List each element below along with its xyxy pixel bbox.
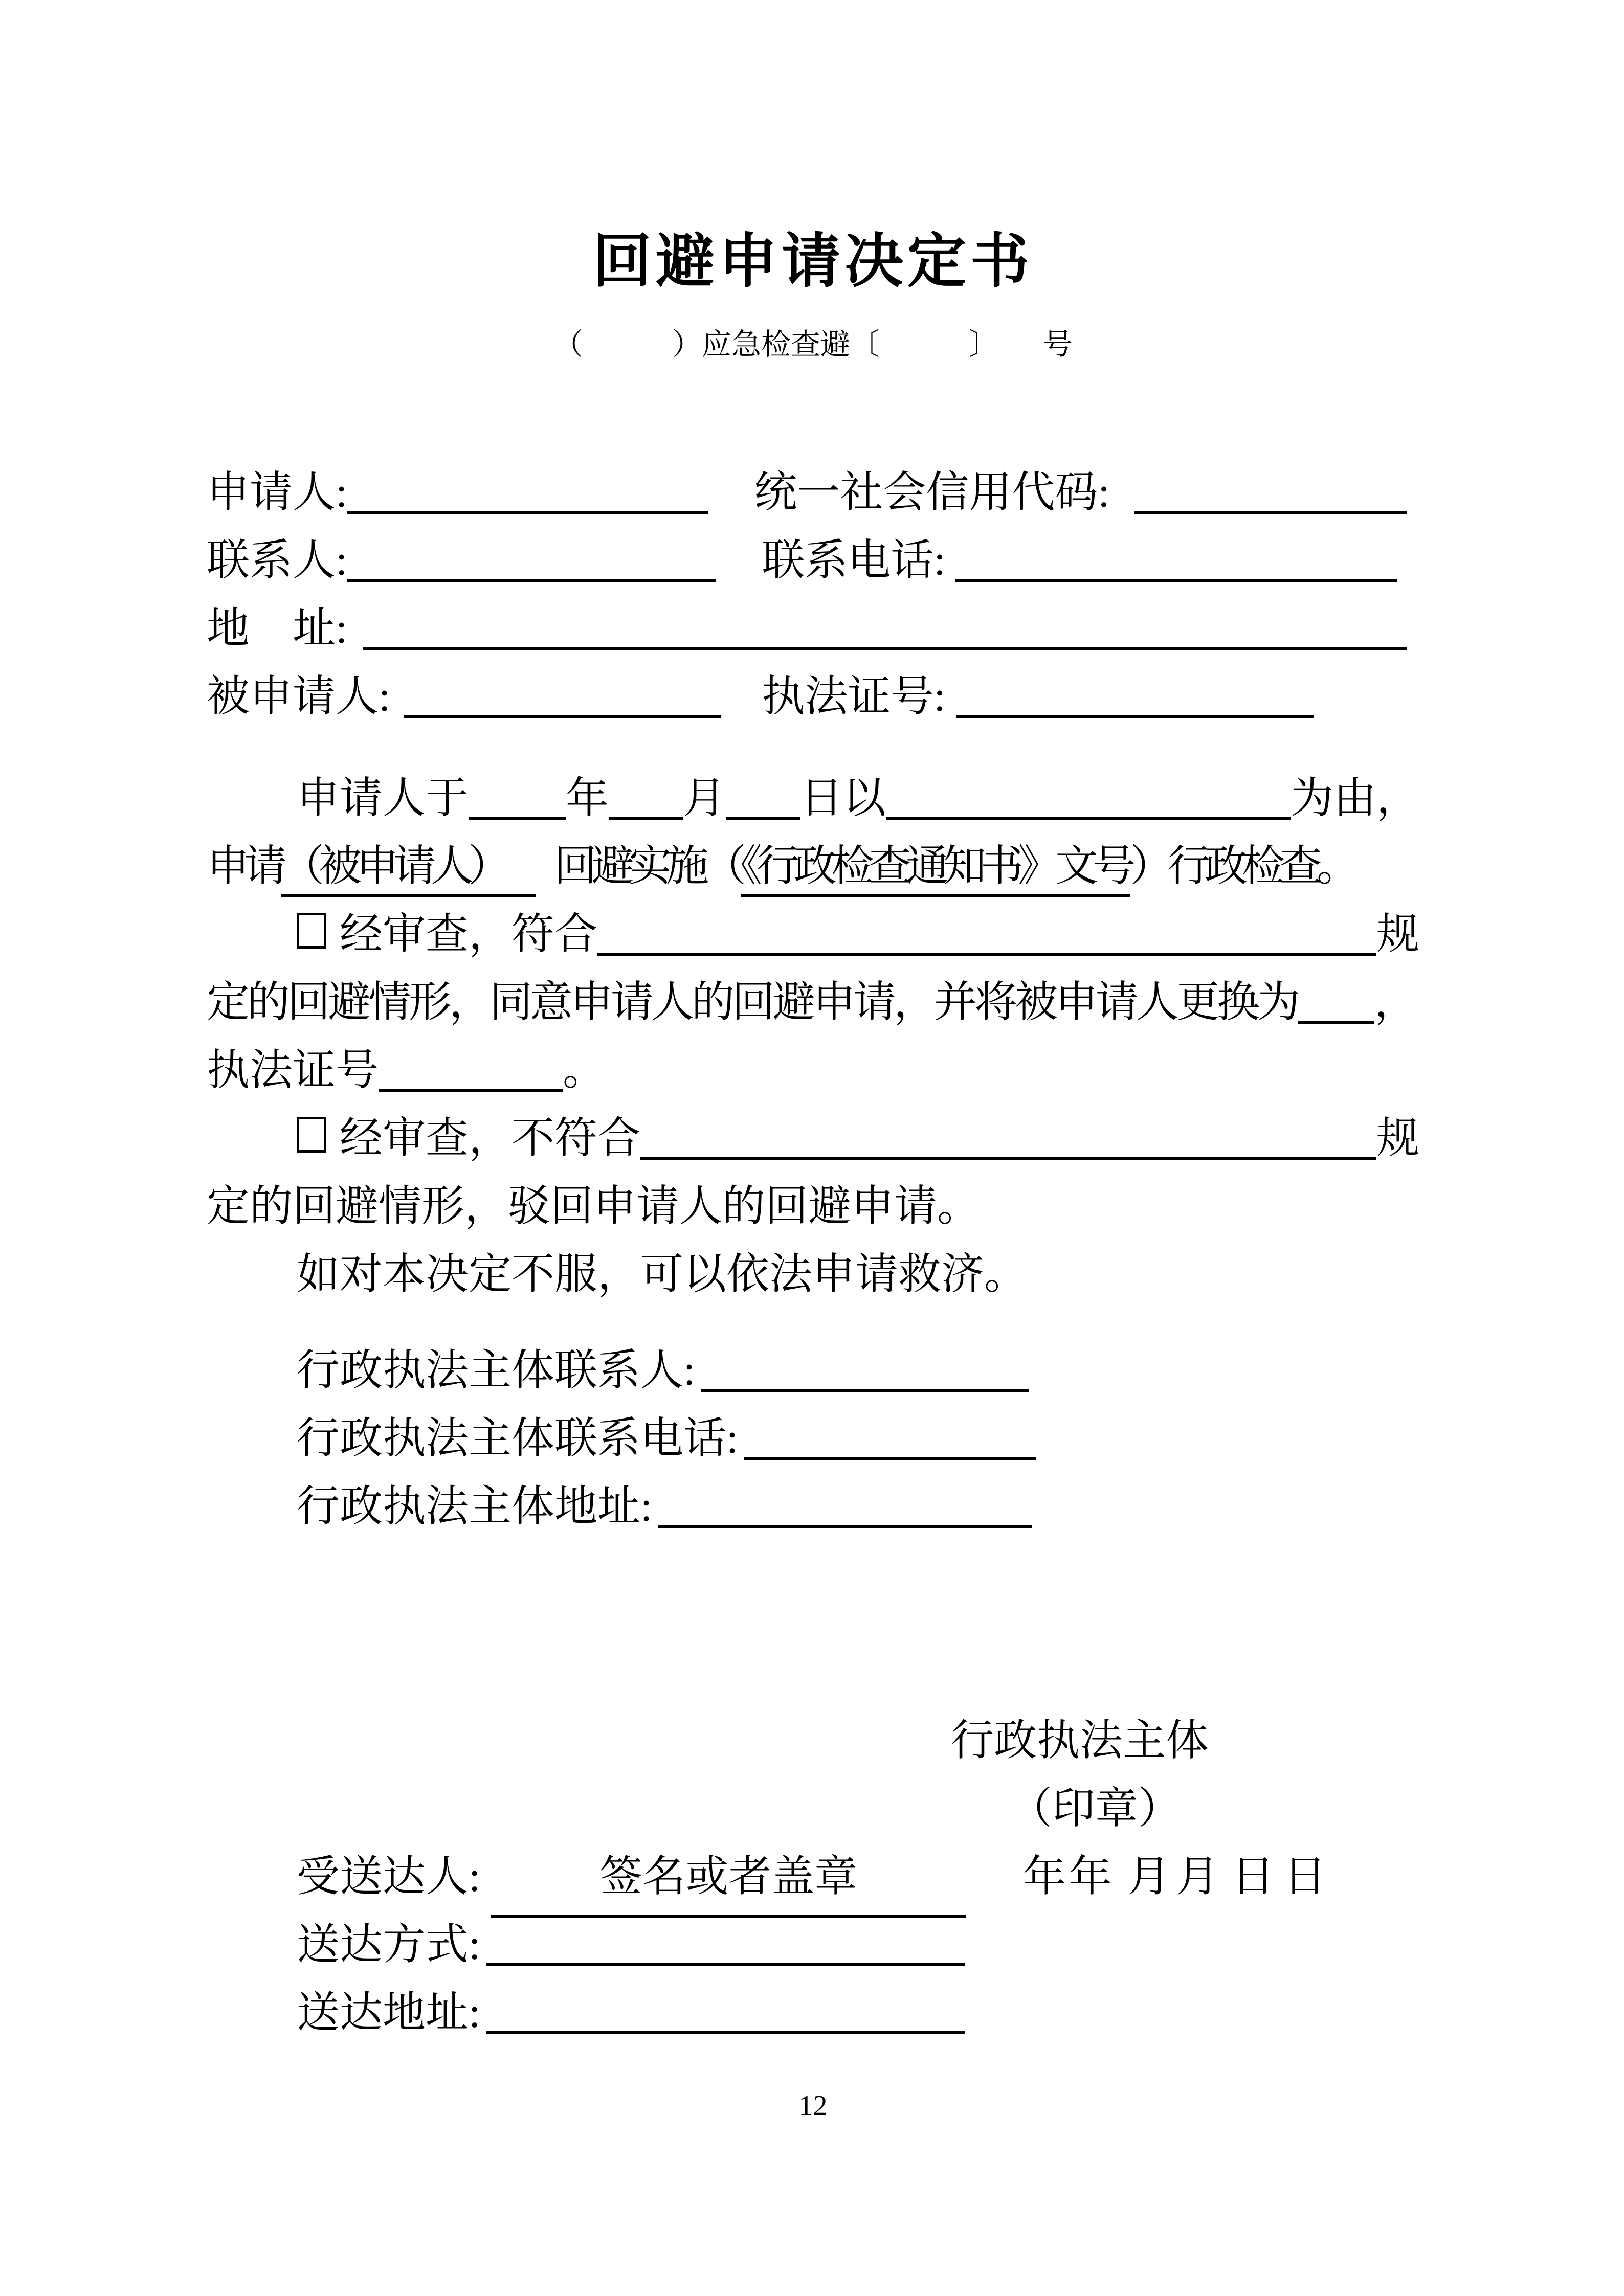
new-license-line [207,1037,1419,1105]
applicant-blank[interactable] [347,499,708,514]
service-year-label: 年 [1069,1853,1112,1901]
signature-month-label: 月 [1127,1853,1171,1901]
agency-contact-label: 行政执法主体联系人: [297,1347,696,1394]
rejection-option-text: 经审查，不符合 [340,1115,641,1162]
agency-contact-blank[interactable] [701,1377,1029,1392]
respondent-underlined: （被申请人） [281,843,536,897]
remedy-notice-line: 如对本决定不服，可以依法申请救济。 [297,1251,1028,1298]
agency-phone-blank[interactable] [744,1445,1036,1460]
license-number-label: 执法证号: [762,673,946,721]
agency-address-line [207,1473,1419,1541]
credit-code-blank[interactable] [1134,499,1407,514]
service-address-blank[interactable] [486,2019,965,2034]
agency-contact-line [207,1337,1419,1405]
service-method-blank[interactable] [486,1951,965,1966]
subject-line-text-1: 申请 [207,843,282,890]
address-label: 地 址: [207,605,348,652]
service-month-label: 月 [1176,1853,1219,1901]
approval-continuation-line [207,969,1419,1037]
seal-placeholder: （印章） [1009,1785,1182,1833]
credit-code-label: 统一社会信用代码: [754,469,1110,516]
rejection-option-line [207,1105,1419,1173]
subject-line-text-2: 回避实施（ [554,843,741,890]
date-line-text-3: 为由， [1290,775,1419,822]
form-row-applicant [207,459,1419,527]
service-day-label: 日 [1283,1853,1327,1901]
contact-phone-label: 联系电话: [762,537,946,584]
document-title: 回避申请决定书 [592,229,1033,294]
document-number-line: （ ）应急检查避〔 〕 号 [553,328,1073,361]
approval-option-line [207,901,1419,969]
new-license-period: 。 [563,1047,606,1094]
form-row-contact [207,527,1419,595]
date-line-text-2: 日以 [800,775,886,822]
month-blank[interactable] [609,804,683,820]
replacement-officer-blank[interactable] [1298,1008,1374,1024]
rejection-checkbox[interactable] [297,1117,326,1153]
application-date-line [207,764,1419,832]
approval-provision-blank[interactable] [597,940,1376,956]
signing-entity: 行政执法主体 [951,1717,1209,1765]
contact-person-blank[interactable] [347,567,716,582]
applicant-label: 申请人: [207,469,348,516]
agency-phone-label: 行政执法主体联系电话: [297,1415,739,1462]
new-license-blank[interactable] [379,1076,563,1092]
respondent-blank[interactable] [404,703,721,718]
rejection-continuation-line: 定的回避情形，驳回申请人的回避申请。 [207,1183,981,1230]
rejection-provision-blank[interactable] [640,1144,1376,1160]
new-license-label: 执法证号 [207,1047,379,1094]
party-info-section [207,459,1419,731]
service-address-line [207,1979,1419,2047]
approval-option-text-end: 规 [1376,911,1419,958]
signature-and-service-section [207,1639,1419,2047]
agency-phone-line [207,1405,1419,1473]
notice-doc-number-underlined: 《行政检查通知书》文号 [741,843,1130,897]
month-label: 月 [683,775,726,822]
license-number-blank[interactable] [956,703,1314,718]
sign-or-seal-blank[interactable]: 签名或者盖章 [491,1843,966,1918]
address-blank[interactable] [363,635,1407,650]
approval-checkbox[interactable] [297,913,326,949]
agency-contact-section [207,1337,1419,1541]
reason-blank[interactable] [886,804,1291,820]
agency-address-label: 行政执法主体地址: [297,1483,653,1530]
service-address-label: 送达地址: [297,1989,481,2037]
form-row-respondent [207,663,1419,731]
signing-entity-line [207,1639,1419,1765]
signature-year-label: 年 [1023,1853,1066,1901]
approval-option-text: 经审查，符合 [340,911,598,958]
signature-day-label: 日 [1232,1853,1275,1901]
subject-line-text-3: ）行政检查。 [1130,843,1354,890]
agency-address-blank[interactable] [658,1513,1032,1528]
decision-body-section [207,764,1419,1309]
year-label: 年 [566,775,609,822]
approval-continuation-comma: ， [1374,979,1415,1026]
contact-phone-blank[interactable] [955,567,1397,582]
service-recipient-label: 受送达人: [297,1853,481,1901]
service-method-line [207,1911,1419,1979]
approval-continuation-text: 定的回避情形，同意申请人的回避申请，并将被申请人更换为 [207,979,1298,1026]
rejection-option-text-end: 规 [1376,1115,1419,1162]
date-line-text-1: 申请人于 [297,775,469,822]
day-blank[interactable] [726,804,800,820]
contact-person-label: 联系人: [207,537,348,584]
application-subject-line [207,832,1419,901]
year-blank[interactable] [469,804,566,820]
service-method-label: 送达方式: [297,1921,481,1969]
respondent-label: 被申请人: [207,673,391,721]
form-row-address [207,595,1419,663]
page-number: 12 [798,2090,828,2122]
